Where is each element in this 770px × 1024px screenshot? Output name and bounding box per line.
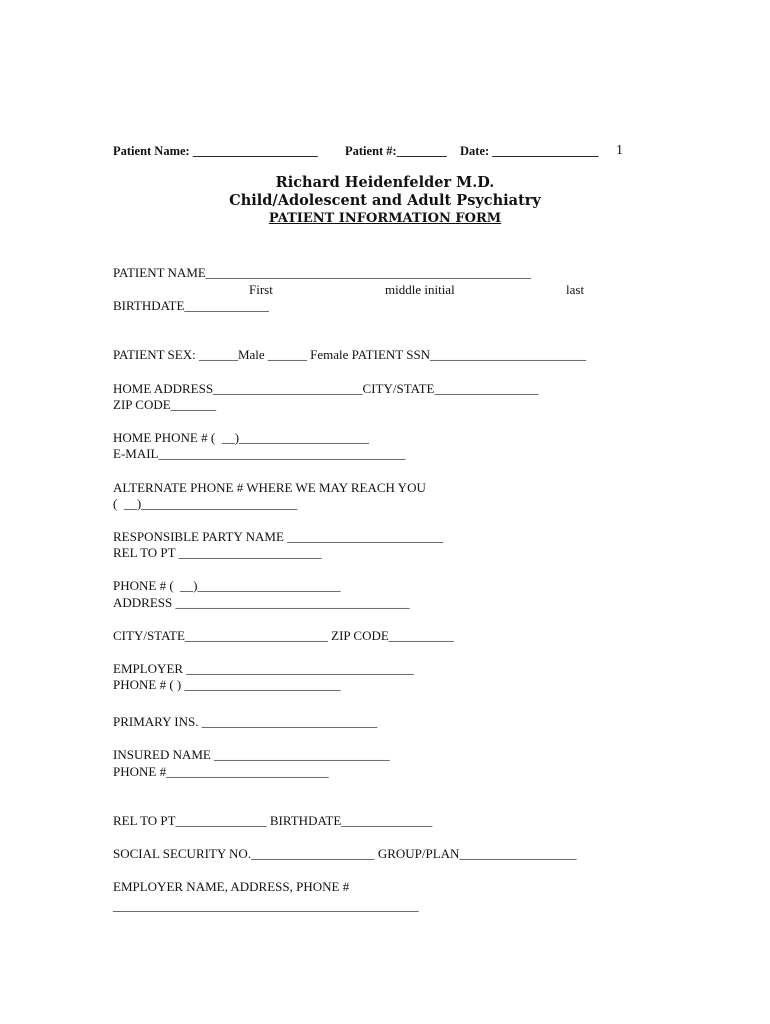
patient-name-field[interactable]: PATIENT NAME__________________________________________________ bbox=[113, 265, 531, 280]
employer-field[interactable]: EMPLOYER ___________________________________ bbox=[113, 661, 414, 676]
practice-specialty: Child/Adolescent and Adult Psychiatry bbox=[229, 192, 541, 209]
ssn-group-field[interactable]: SOCIAL SECURITY NO.___________________ GROUP/PLAN__________________ bbox=[113, 846, 577, 861]
home-phone-field[interactable]: HOME PHONE # ( __)____________________ bbox=[113, 430, 370, 445]
birthdate-field[interactable]: BIRTHDATE_____________ bbox=[113, 298, 269, 313]
patient-number-header: Patient #:________ bbox=[345, 144, 447, 158]
rel-birthdate-field[interactable]: REL TO PT______________ BIRTHDATE______________ bbox=[113, 813, 433, 828]
doctor-name: Richard Heidenfelder M.D. bbox=[275, 174, 495, 191]
address-field[interactable]: ADDRESS ____________________________________ bbox=[113, 595, 410, 610]
phone-field[interactable]: PHONE # ( __)______________________ bbox=[113, 578, 341, 593]
form-title: PATIENT INFORMATION FORM bbox=[268, 211, 502, 226]
city-zip-field[interactable]: CITY/STATE______________________ ZIP CODE__________ bbox=[113, 628, 454, 643]
employer-phone-field[interactable]: PHONE # ( ) ________________________ bbox=[113, 677, 341, 692]
insured-name-field[interactable]: INSURED NAME ___________________________ bbox=[113, 747, 390, 762]
page-number: 1 bbox=[616, 143, 623, 158]
home-address-field[interactable]: HOME ADDRESS_______________________CITY/STATE________________ bbox=[113, 381, 539, 396]
responsible-party-field[interactable]: RESPONSIBLE PARTY NAME ________________________ bbox=[113, 529, 444, 544]
primary-insurance-field[interactable]: PRIMARY INS. ___________________________ bbox=[113, 714, 378, 729]
alternate-phone-field[interactable]: ( __)________________________ bbox=[113, 496, 298, 511]
date-header: Date: _________________ bbox=[460, 144, 599, 158]
email-field[interactable]: E-MAIL______________________________________ bbox=[113, 446, 406, 461]
name-first-label: First bbox=[249, 282, 273, 297]
employer-info-label: EMPLOYER NAME, ADDRESS, PHONE # bbox=[113, 879, 350, 894]
employer-info-field[interactable]: _______________________________________________ bbox=[113, 898, 419, 913]
patient-name-header: Patient Name: ____________________ bbox=[113, 144, 318, 158]
insured-phone-field[interactable]: PHONE #_________________________ bbox=[113, 764, 329, 779]
name-middle-label: middle initial bbox=[385, 282, 455, 297]
rel-to-pt-field[interactable]: REL TO PT ______________________ bbox=[113, 545, 322, 560]
sex-ssn-field[interactable]: PATIENT SEX: ______Male ______ Female PATIENT SSN________________________ bbox=[113, 347, 587, 362]
name-last-label: last bbox=[566, 282, 585, 297]
zip-code-field[interactable]: ZIP CODE_______ bbox=[113, 397, 217, 412]
alternate-phone-label: ALTERNATE PHONE # WHERE WE MAY REACH YOU bbox=[113, 480, 426, 495]
